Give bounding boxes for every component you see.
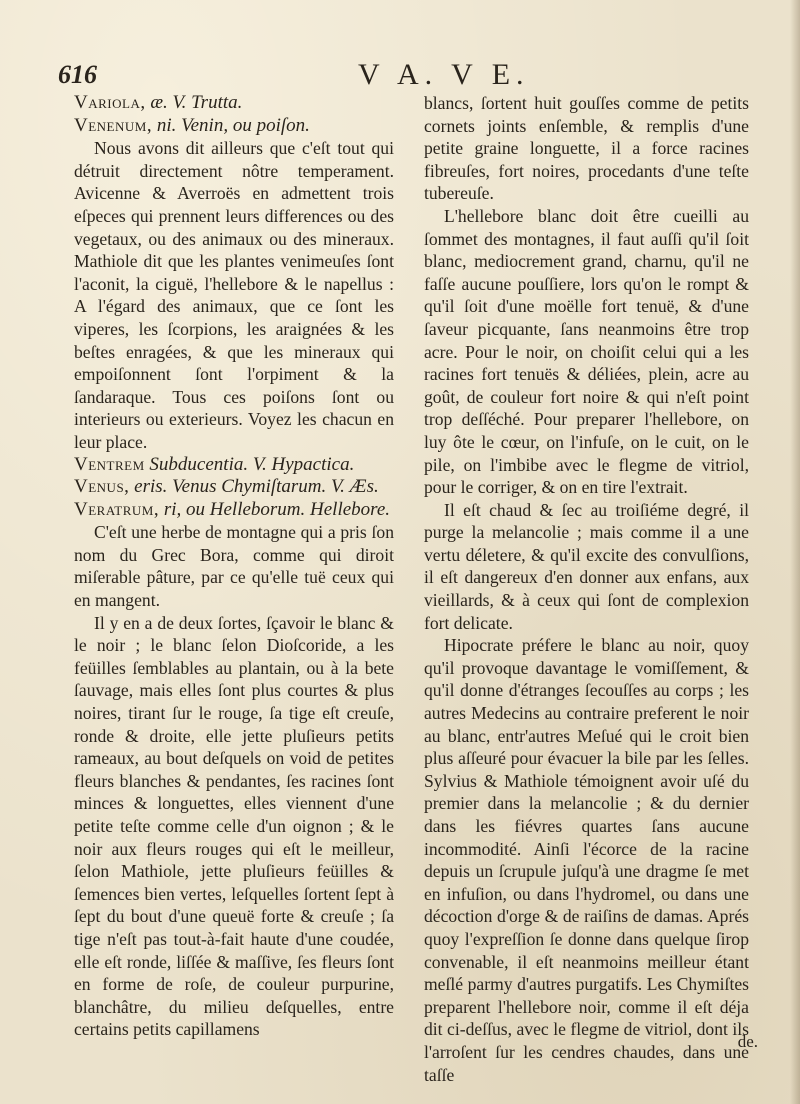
- paragraph: Il y en a de deux ſortes, ſçavoir le blanc & le noir ; le blanc ſelon Dioſcoride, a les feüilles ſemblables au plantain, ou à la bete ſauvage, mais elles ſont plus courtes & plus noires, tirant ſur le rouge, ſa tige eſt creuſe, ronde & droite, elle jette pluſieurs petits rameaux, au bout deſquels on void de petites fleurs blanches & pendantes, ſes racines ſont minces & longuettes, elles viennent d'une petite teſte comme celle d'un oignon ; & le noir aux fleurs rouges qui eſt le meilleur, ſelon Mathiole, jette pluſieurs feüilles & ſemences bien vertes, leſquelles ſortent ſept à ſept du bout d'une queuë forte & creuſe ; ſa tige n'eſt pas tout-à-fait haute d'une coudée, elle eſt ronde, liſſée & maſſive, ſes fleurs ſont en forme de roſe, de couleur purpurine, blanchâtre, du milieu deſquelles, entre certains petits capillamens: [74, 612, 394, 1040]
- entry-headword: Veratrum,: [74, 498, 160, 520]
- dictionary-entry: [74, 115, 394, 138]
- entry-gloss: eris. Venus Chymiſtarum. V. Æs.: [129, 476, 379, 498]
- entry-gloss: æ. V. Trutta.: [145, 92, 243, 113]
- dictionary-entry: [74, 476, 394, 499]
- entry-headword: Variola,: [74, 92, 146, 113]
- catchword: de.: [737, 1032, 758, 1051]
- dictionary-entry: [74, 499, 394, 522]
- paragraph: C'eſt une herbe de montagne qui a pris ſon nom du Grec Bora, comme qui diroit miſerable pâture, par ce qu'elle tuë ceux qui en mangent.: [74, 522, 394, 611]
- paragraph: Hipocrate préfere le blanc au noir, quoy qu'il provoque davantage le vomiſſement, & qu'il donne d'étranges ſecouſſes au corps ; les autres Medecins au contraire preferent le noir au blanc, entr'autres Meſué qui le croit bien plus aſſeuré pour évacuer la bile par les ſelles. Sylvius & Mathiole témoignent avoir uſé du premier dans la melancolie ; & du dernier dans les fiévres quartes ſans aucune incommodité. Ainſi l'écorce de la racine depuis un ſcrupule juſqu'à une dragme ſe met en infuſion, ou dans l'hydromel, ou dans une décoction d'orge & de raiſins de damas. Aprés quoy l'expreſſion ſe donne dans quelque ſirop convenable, il eſt neanmoins meilleur étant meſlé parmy d'autres purgatifs. Les Chymiſtes preparent l'hellebore noir, comme il eſt déja dit ci-deſſus, avec le flegme de vitriol, dont ils l'arroſent ſur les cendres chaudes, dans une taſſe: [424, 635, 749, 1085]
- left-column: [74, 92, 394, 1041]
- dictionary-entry: [74, 92, 394, 115]
- paragraph: L'hellebore blanc doit être cueilli au ſommet des montagnes, il faut auſſi qu'il ſoit blanc, mediocrement grand, charnu, qu'il ne faſſe aucune pouſſiere, lors qu'on le rompt & qu'il ſoit d'une moëlle fort tenuë, & d'une ſaveur picquante, ſans neanmoins être trop acre. Pour le noir, on choiſit celui qui a les racines fort tenuës & déliées, plein, acre au goût, de couleur fort noire & qui n'eſt point trop deſſéché. Pour preparer l'hellebore, on luy ôte le cœur, on l'infuſe, on le cuit, on le pile, on l'imbibe avec le flegme de vitriol, pour le corriger, & on en tire l'extrait.: [424, 205, 749, 498]
- right-column: [424, 92, 749, 1086]
- page-number: 616: [58, 60, 97, 89]
- entry-headword: Venenum,: [74, 114, 153, 136]
- page-header: [58, 58, 748, 94]
- entry-gloss: Subducentia. V. Hypactica.: [144, 453, 355, 475]
- dictionary-entry: [74, 454, 394, 477]
- entry-headword: Ventrem: [74, 453, 145, 475]
- entry-gloss: ri, ou Helleborum. Hellebore.: [159, 498, 391, 520]
- paragraph: Il eſt chaud & ſec au troiſiéme degré, il purge la melancolie ; mais comme il a une vertu déletere, & qu'il excite des convulſions, il eſt dangereux d'en donner aux enfans, aux vieillards, & à ceux qui ſont de complexion fort delicate.: [424, 499, 749, 633]
- entry-gloss: ni. Venin, ou poiſon.: [152, 114, 310, 136]
- page-gutter-shadow: [790, 0, 800, 1104]
- paragraph: Nous avons dit ailleurs que c'eſt tout qui détruit directement nôtre temperament. Avicenne & Averroës en admettent trois eſpeces qui prennent leurs differences ou des vegetaux, ou des animaux ou des mineraux. Mathiole dit que les plantes venimeuſes ſont l'aconit, la ciguë, l'hellebore & le napellus : A l'égard des animaux, que ce ſont les viperes, les ſcorpions, les araignées & les beſtes enragées, & que les mineraux qui empoiſonnent ſont l'orpiment & la ſandaraque. Tous ces poiſons ſont ou interieurs ou exterieurs. Voyez les chacun en leur place.: [74, 138, 394, 452]
- entry-headword: Venus,: [74, 476, 130, 498]
- continued-paragraph: blancs, ſortent huit gouſſes comme de petits cornets joints enſemble, & remplis d'une petite graine longuette, il a force racines fibreuſes, fort noires, procedants d'une teſte tubereuſe.: [424, 93, 749, 204]
- running-head: V A. V E.: [358, 58, 530, 91]
